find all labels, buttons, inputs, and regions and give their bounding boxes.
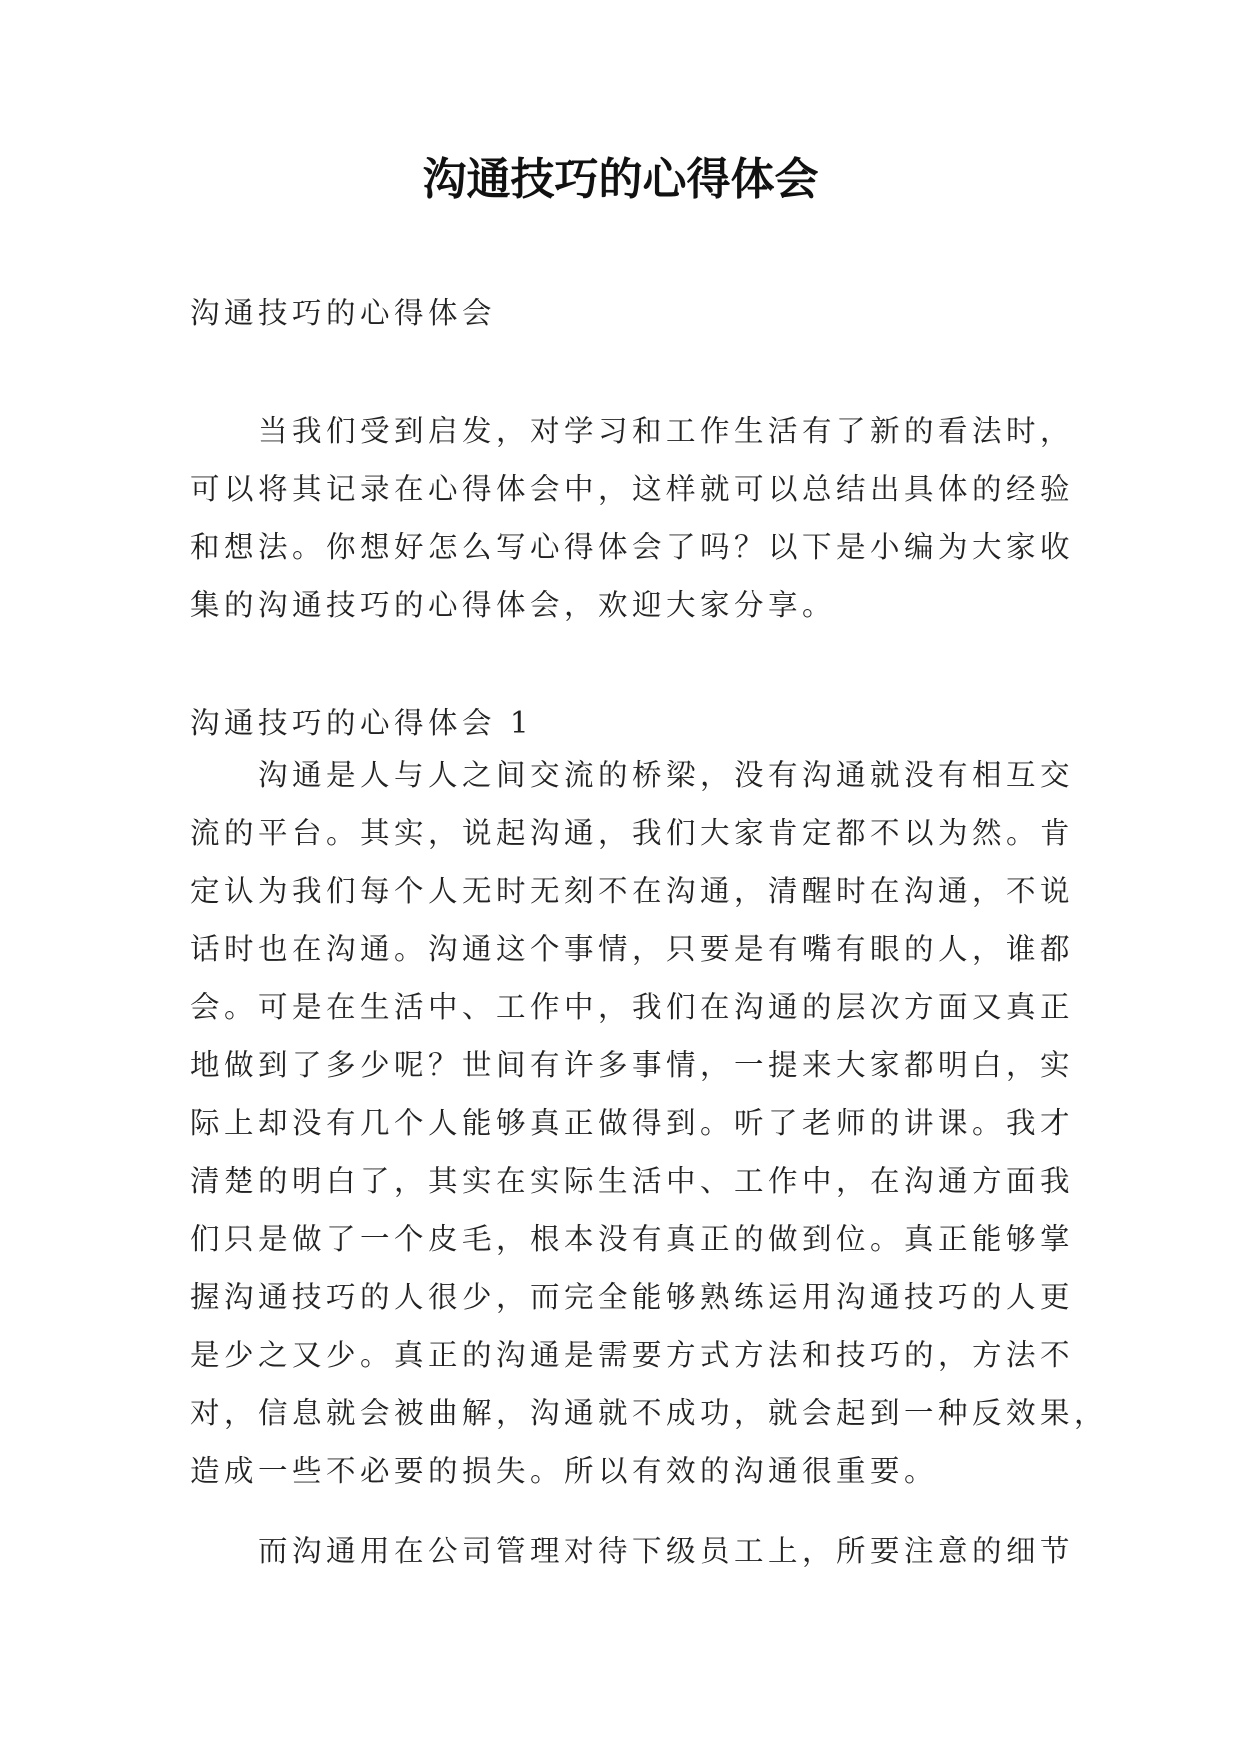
body-line: 对，信息就会被曲解，沟通就不成功，就会起到一种反效果， (190, 1396, 1109, 1430)
body-line: 造成一些不必要的损失。所以有效的沟通很重要。 (190, 1454, 939, 1488)
body-line: 会。可是在生活中、工作中，我们在沟通的层次方面又真正 (190, 990, 1075, 1024)
intro-line: 当我们受到启发，对学习和工作生活有了新的看法时， (258, 414, 1075, 448)
body-line: 话时也在沟通。沟通这个事情，只要是有嘴有眼的人，谁都 (190, 932, 1075, 966)
body-line: 沟通是人与人之间交流的桥梁，没有沟通就没有相互交 (258, 758, 1075, 792)
body-line: 而沟通用在公司管理对待下级员工上，所要注意的细节 (258, 1534, 1075, 1568)
body-paragraph-1 (190, 746, 1109, 1500)
document-subtitle: 沟通技巧的心得体会 (190, 296, 497, 330)
body-line: 是少之又少。真正的沟通是需要方式方法和技巧的，方法不 (190, 1338, 1075, 1372)
section-heading-1: 沟通技巧的心得体会 1 (190, 706, 534, 740)
intro-line: 和想法。你想好怎么写心得体会了吗？以下是小编为大家收 (190, 530, 1075, 564)
intro-line: 可以将其记录在心得体会中，这样就可以总结出具体的经验 (190, 472, 1075, 506)
body-line: 握沟通技巧的人很少，而完全能够熟练运用沟通技巧的人更 (190, 1280, 1075, 1314)
body-line: 流的平台。其实，说起沟通，我们大家肯定都不以为然。肯 (190, 816, 1075, 850)
body-line: 际上却没有几个人能够真正做得到。听了老师的讲课。我才 (190, 1106, 1075, 1140)
body-line: 地做到了多少呢？世间有许多事情，一提来大家都明白，实 (190, 1048, 1075, 1082)
intro-paragraph (190, 402, 1075, 634)
body-line: 定认为我们每个人无时无刻不在沟通，清醒时在沟通，不说 (190, 874, 1075, 908)
body-line: 们只是做了一个皮毛，根本没有真正的做到位。真正能够掌 (190, 1222, 1075, 1256)
document-title: 沟通技巧的心得体会 (422, 154, 819, 205)
intro-line: 集的沟通技巧的心得体会，欢迎大家分享。 (190, 588, 837, 622)
body-line: 清楚的明白了，其实在实际生活中、工作中，在沟通方面我 (190, 1164, 1075, 1198)
body-paragraph-2 (190, 1522, 1075, 1580)
